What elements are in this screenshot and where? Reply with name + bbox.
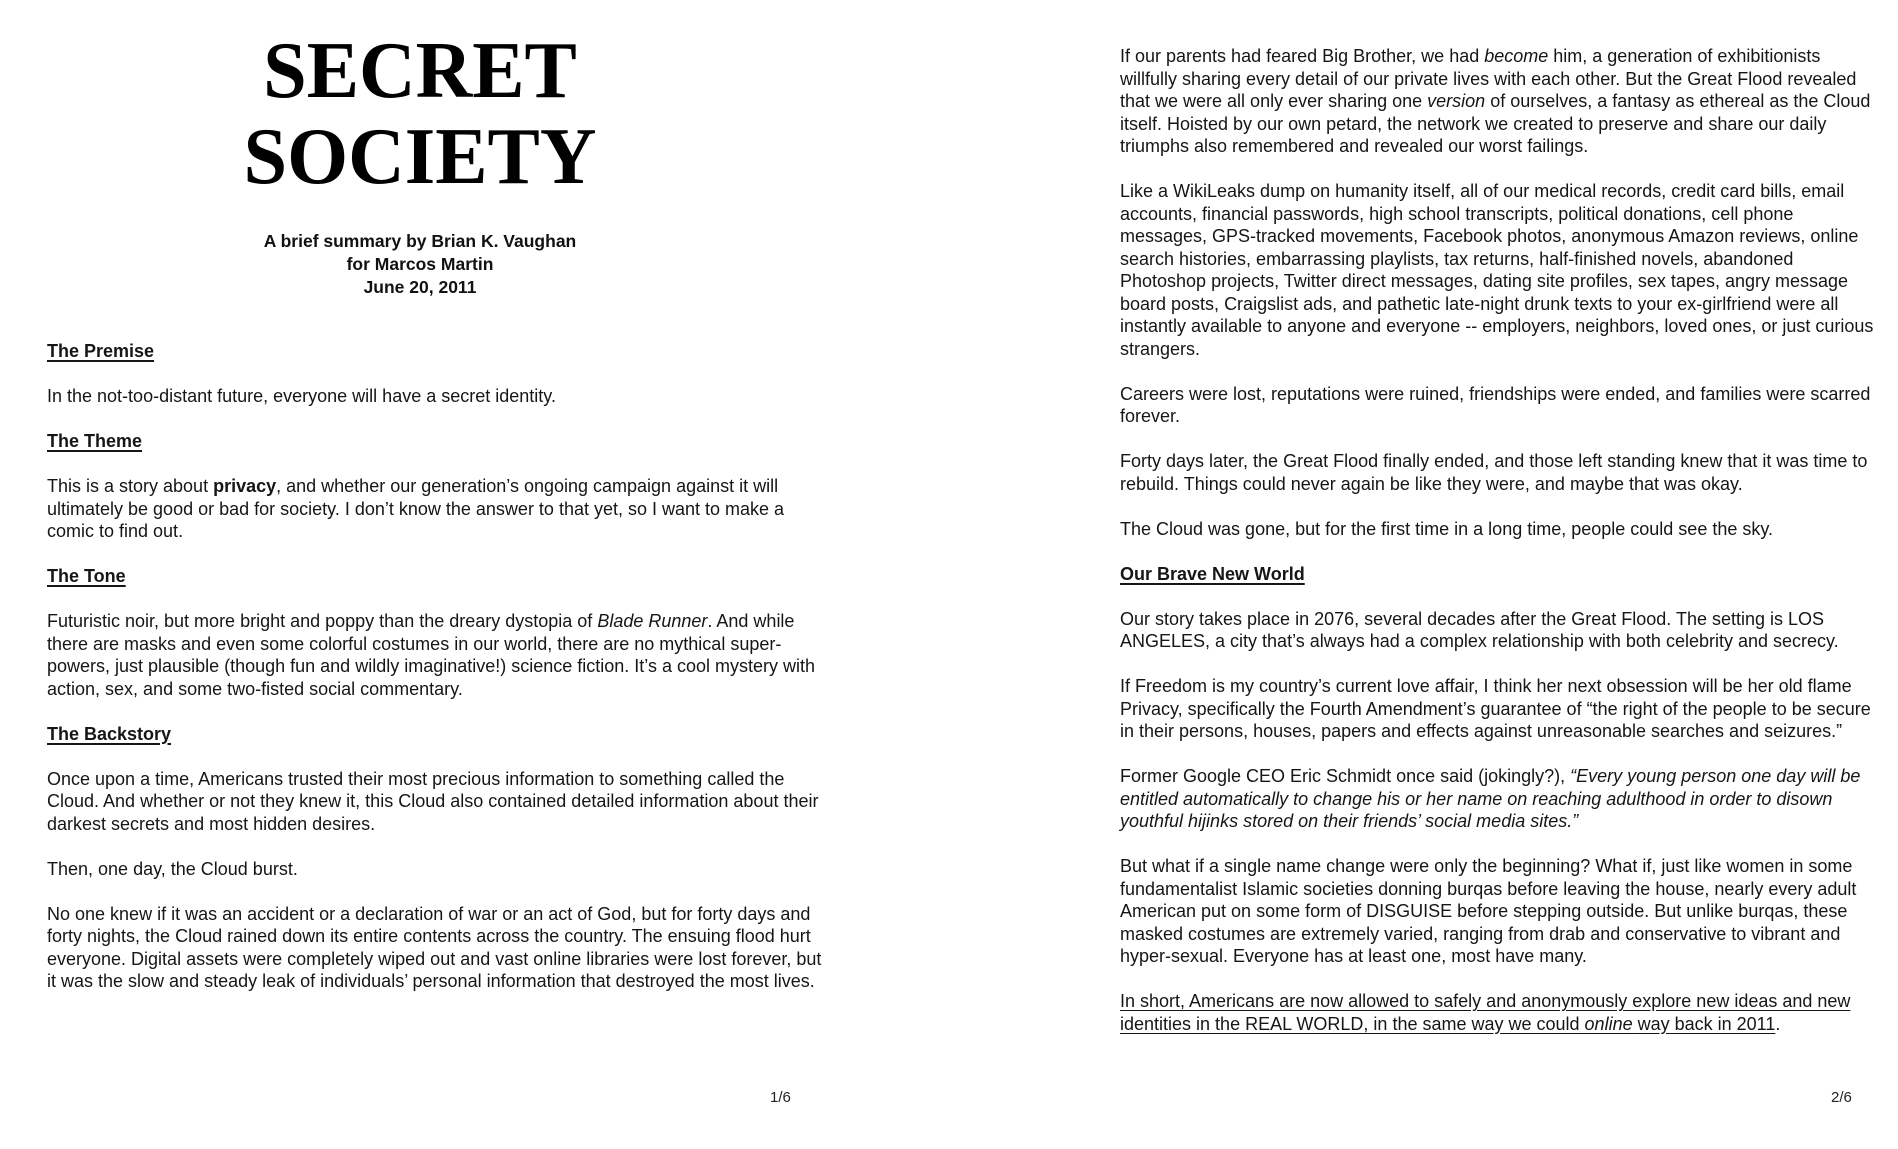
section-heading-theme: The Theme <box>47 431 143 451</box>
paragraph-in-short <box>1120 990 1880 1035</box>
section-heading-brave-new-world: Our Brave New World <box>1120 563 1305 584</box>
italic-quote: “Every young person one day will be entitled automatically to change his or her name on reaching adulthood in order to disown youthful hijinks stored on their friends’ social media sites.” <box>1120 766 1861 831</box>
italic-title-blade-runner: Blade Runner <box>597 611 708 631</box>
backstory-paragraph-3: No one knew if it was an accident or a declaration of war or an act of God, but for forty days and forty nights, the Cloud rained down its entire contents across the country. The ensuing flood hurt everyone. Digital assets were completely wiped out and vast online libraries were lost forever, but it was the slow and steady leak of individuals’ personal information that destroyed the most lives. <box>47 903 822 991</box>
text-run: This is a story about <box>47 476 214 496</box>
byline <box>0 230 840 299</box>
paragraph-freedom: If Freedom is my country’s current love affair, I think her next obsession will be her old flame Privacy, specifically the Fourth Amendment’s guarantee of “the right of the people to be secure in their persons, houses, papers and effects against unreasonable searches and seizures.” <box>1120 676 1871 741</box>
underlined-text: way back in 2011 <box>1632 1013 1776 1034</box>
backstory-paragraph-1: Once upon a time, Americans trusted their most precious information to something called the Cloud. And whether or not they knew it, this Cloud also contained detailed information about their darkest secrets and most hidden desires. <box>47 768 819 834</box>
paragraph-careers: Careers were lost, reputations were ruined, friendships were ended, and families were scarred forever. <box>1120 383 1871 426</box>
text-run: him, a generation of exhibitionists willfully sharing every detail of our private lives with each other. But the Great Flood revealed that we were all only ever sharing one <box>1120 46 1857 111</box>
underlined-text: In short, Americans are now allowed to safely and anonymously explore new ideas and new identities in the REAL WORLD, in the same way we could <box>1120 991 1851 1034</box>
paragraph-cloud-gone: The Cloud was gone, but for the first time in a long time, people could see the sky. <box>1120 518 1774 539</box>
text-run: Futuristic noir, but more bright and poppy than the dreary dystopia of <box>47 611 598 631</box>
text-run: If our parents had feared Big Brother, we had <box>1120 46 1485 66</box>
text-run: , and whether our generation’s ongoing campaign against it will ultimately be good or bad for society. I don’t know the answer to that yet, so I want to make a comic to find out. <box>47 476 785 541</box>
section-heading-tone: The Tone <box>47 566 126 586</box>
byline-date: June 20, 2011 <box>363 277 477 297</box>
byline-author: A brief summary by Brian K. Vaughan <box>263 231 577 251</box>
byline-recipient: for Marcos Martin <box>346 254 494 274</box>
document-title-line-1: SECRET <box>263 27 577 115</box>
section-heading-premise: The Premise <box>47 341 155 361</box>
paragraph-setting: Our story takes place in 2076, several decades after the Great Flood. The setting is LOS ANGELES, a city that’s always had a complex relationship with both celebrity and secrecy. <box>1120 608 1839 651</box>
page-2-body <box>1120 45 1880 1058</box>
section-heading-backstory: The Backstory <box>47 723 172 744</box>
backstory-paragraph-2: Then, one day, the Cloud burst. <box>47 858 298 879</box>
underlined-italic-text: online <box>1584 1013 1633 1034</box>
document-title-line-2: SOCIETY <box>243 113 597 201</box>
paragraph-schmidt-quote <box>1120 765 1880 833</box>
paragraph-forty-days: Forty days later, the Great Flood finally ended, and those left standing knew that it was time to rebuild. Things could never again be like they were, and maybe that was okay. <box>1120 451 1868 494</box>
italic-text: version <box>1427 91 1486 111</box>
paragraph-disguise: But what if a single name change were only the beginning? What if, just like women in some fundamentalist Islamic societies donning burqas before leaving the house, nearly every adult American put on some form of DISGUISE before stepping outside. But unlike burqas, these masked costumes are extremely varied, ranging from drab and conservative to vibrant and hyper-sexual. Everyone has at least one, most have many. <box>1120 856 1857 966</box>
italic-text: become <box>1484 46 1549 66</box>
premise-paragraph: In the not-too-distant future, everyone will have a secret identity. <box>47 386 556 406</box>
paragraph-wikileaks: Like a WikiLeaks dump on humanity itself, all of our medical records, credit card bills, email accounts, financial passwords, high school transcripts, political donations, cell phone messages, GPS-tracked movements, Facebook photos, anonymous Amazon reviews, online search histories, embarrassing playlists, tax returns, half-finished novels, abandoned Photoshop projects, Twitter direct messages, dating site profiles, sex tapes, angry message board posts, Craigslist ads, and pathetic late-night drunk texts to your ex-girlfriend were all instantly available to anyone and everyone -- employers, neighbors, loved ones, or just curious strangers. <box>1120 181 1874 359</box>
page-1-body <box>47 340 822 1015</box>
page-number: 2/6 <box>1831 1089 1852 1106</box>
bold-term-privacy: privacy <box>213 476 277 496</box>
paragraph-big-brother <box>1120 45 1880 158</box>
text-run: Former Google CEO Eric Schmidt once said (jokingly?), <box>1120 766 1571 786</box>
text-run: . And while there are masks and even some colorful costumes in our world, there are no mythical super-powers, just plausible (though fun and wildly imaginative!) science fiction. It’s a cool mystery with action, sex, and some two-fisted social commentary. <box>47 611 816 699</box>
text-run: of ourselves, a fantasy as ethereal as the Cloud itself. Hoisted by our own petard, the network we created to preserve and share our daily triumphs also remembered and revealed our worst failings. <box>1120 91 1871 156</box>
theme-paragraph <box>47 475 822 543</box>
text-run: . <box>1775 1013 1781 1034</box>
tone-paragraph <box>47 610 822 700</box>
document-page-2 <box>949 0 1898 1149</box>
page-number: 1/6 <box>770 1089 791 1106</box>
